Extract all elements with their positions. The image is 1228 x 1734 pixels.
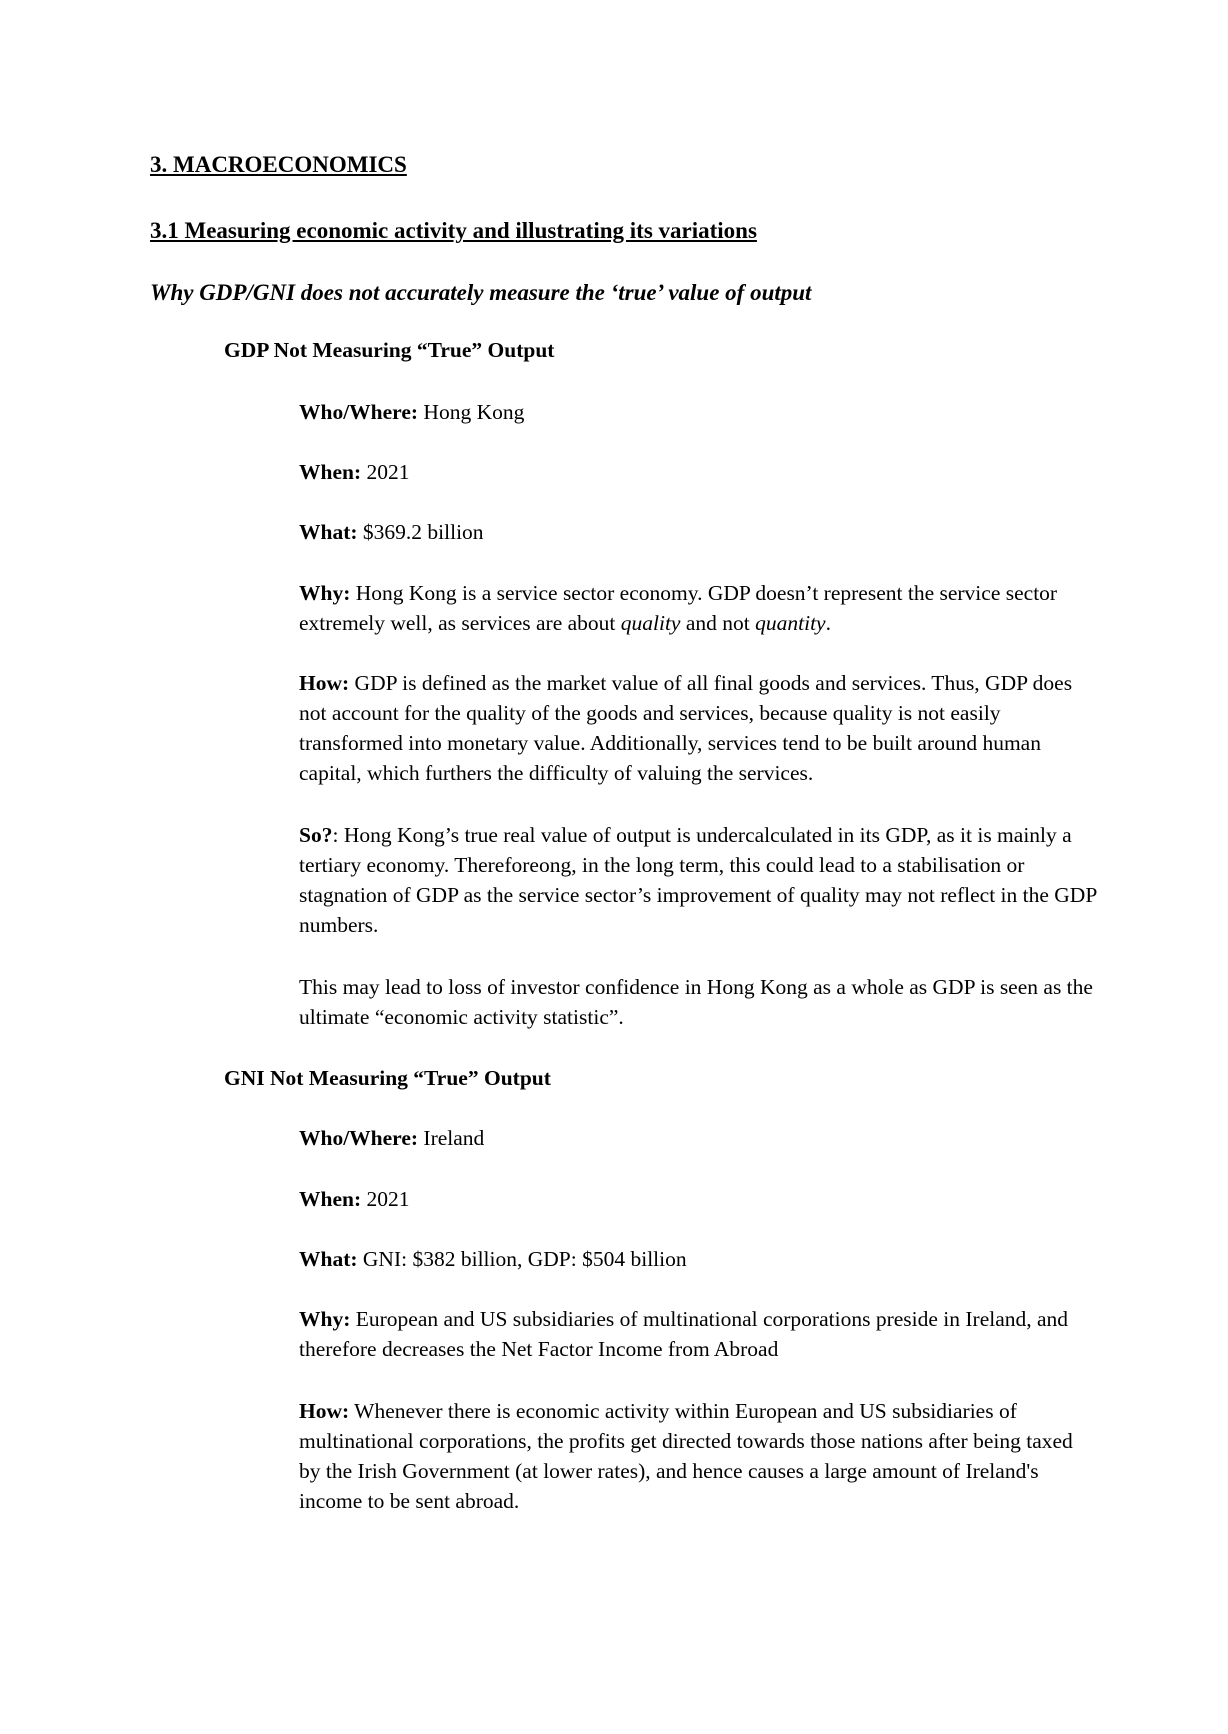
gni-who (299, 1123, 1099, 1153)
text: Whenever there is economic activity within European and US subsidiaries of multinational corporations, the profits get directed towards those nations after being taxed by the Irish Government (at lower rates), and hence causes a large amount of Ireland's income to be sent abroad. (299, 1399, 1073, 1513)
gdp-so (299, 820, 1099, 940)
gdp-why (299, 578, 1099, 638)
text: European and US subsidiaries of multinational corporations preside in Ireland, and therefore decreases the Net Factor Income from Abroad (299, 1307, 1069, 1361)
gdp-who (299, 397, 1099, 427)
label: What: (299, 1247, 358, 1271)
emphasis: quantity (755, 611, 826, 635)
gdp-how (299, 668, 1099, 788)
value: Ireland (418, 1126, 485, 1150)
label: So? (299, 823, 333, 847)
label: Who/Where: (299, 400, 419, 424)
label: Why: (299, 581, 351, 605)
gdp-heading: GDP Not Measuring “True” Output (224, 338, 555, 362)
label: When: (299, 1187, 362, 1211)
text: GDP is defined as the market value of all final goods and services. Thus, GDP does not account for the quality of the goods and services, because quality is not easily transformed into monetary value. Additionally, services tend to be built around human capital, which furthers the difficulty of valuing the services. (299, 671, 1073, 785)
label: How: (299, 671, 350, 695)
gni-what (299, 1244, 1099, 1274)
section-title: 3. MACROECONOMICS (150, 152, 407, 177)
gdp-what (299, 517, 1099, 547)
text: . (825, 611, 831, 635)
value: GNI: $382 billion, GDP: $504 billion (357, 1247, 687, 1271)
subsection-title: 3.1 Measuring economic activity and illustrating its variations (150, 218, 757, 243)
value: 2021 (361, 1187, 410, 1211)
label: Who/Where: (299, 1126, 419, 1150)
gni-why (299, 1304, 1099, 1364)
gdp-when (299, 457, 1099, 487)
text: : Hong Kong’s true real value of output is undercalculated in its GDP, as it is mainly a tertiary economy. Thereforeong, in the long term, this could lead to a stabilisation or stagnation of GDP as the service sector’s improvement of quality may not reflect in the GDP numbers. (299, 823, 1097, 937)
gni-when (299, 1184, 1099, 1214)
label: Why: (299, 1307, 351, 1331)
label: What: (299, 520, 358, 544)
gni-heading: GNI Not Measuring “True” Output (224, 1066, 551, 1090)
value: 2021 (361, 460, 410, 484)
gni-how (299, 1396, 1099, 1516)
gdp-extra: This may lead to loss of investor confidence in Hong Kong as a whole as GDP is seen as the ultimate “economic activity statistic”. (299, 975, 1093, 1029)
text: Hong Kong is a service sector economy. GDP doesn’t represent the service sector extremely well, as services are about (299, 581, 1058, 635)
label: When: (299, 460, 362, 484)
emphasis: quality (620, 611, 681, 635)
topic-title: Why GDP/GNI does not accurately measure the ‘true’ value of output (150, 280, 812, 305)
label: How: (299, 1399, 350, 1423)
value: $369.2 billion (357, 520, 484, 544)
text: and not (680, 611, 756, 635)
value: Hong Kong (418, 400, 525, 424)
